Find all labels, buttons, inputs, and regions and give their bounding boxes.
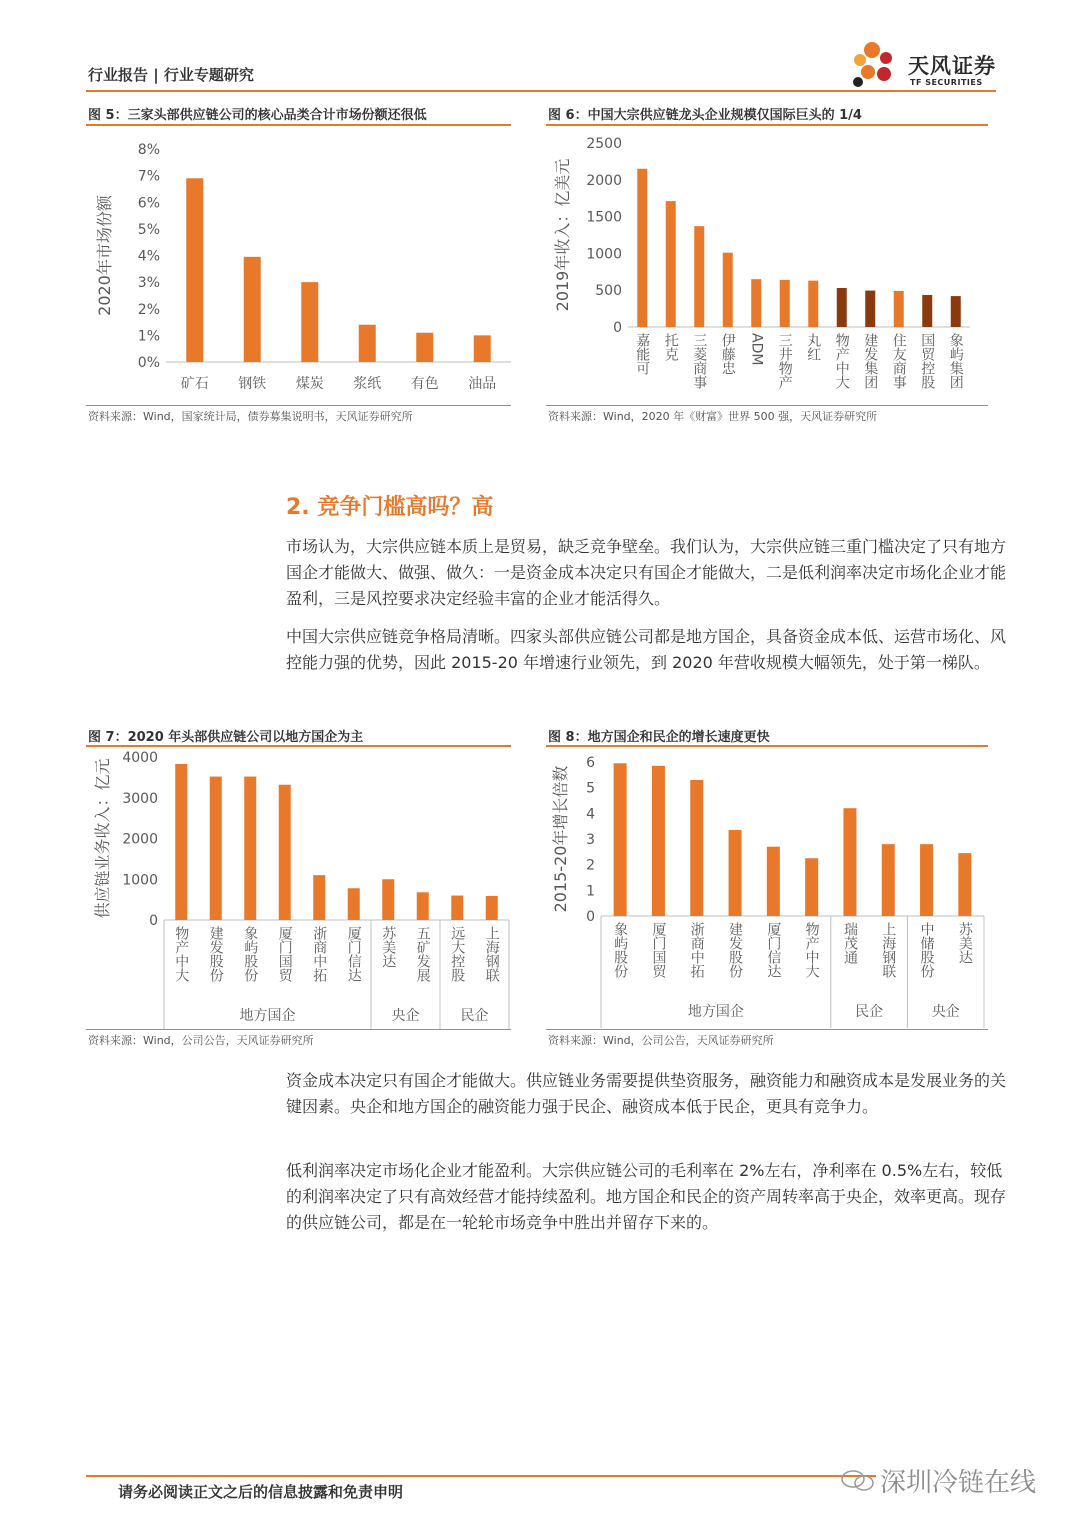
x-tick-label: 三井物产 — [776, 333, 793, 389]
y-tick-label: 2% — [137, 301, 160, 318]
x-tick-label: 象屿股份 — [612, 922, 629, 978]
figure-5-top-rule — [86, 124, 511, 126]
y-axis-title: 2020年市场份额 — [95, 195, 114, 316]
logo-flower-icon — [848, 38, 908, 90]
bar — [780, 280, 790, 327]
figure-5-bottom-rule — [86, 405, 511, 406]
y-tick-label: 4000 — [122, 750, 158, 766]
x-tick-label: 矿石 — [180, 376, 209, 392]
bar — [486, 896, 498, 920]
x-tick-label: 象屿股份 — [242, 926, 259, 982]
y-tick-label: 4 — [586, 806, 595, 823]
section-title: 2. 竞争门槛高吗？高 — [286, 495, 494, 520]
x-tick-label: 厦门国贸 — [650, 922, 667, 978]
figure-5-title: 图 5：三家头部供应链公司的核心品类合计市场份额还很低 — [88, 108, 427, 123]
bar — [894, 291, 904, 327]
bar — [637, 169, 647, 327]
y-tick-label: 8% — [137, 142, 160, 158]
bar — [690, 780, 703, 916]
bar — [920, 844, 933, 916]
figure-7-title: 图 7：2020 年头部供应链公司以地方国企为主 — [88, 730, 364, 745]
figure-8-title: 图 8：地方国企和民企的增长速度更快 — [548, 730, 770, 745]
bar — [416, 333, 433, 362]
logo-name: 天风证券 — [908, 54, 996, 78]
y-tick-label: 2000 — [122, 831, 158, 848]
bar — [837, 288, 847, 327]
x-tick-label: 物产中大 — [833, 333, 850, 389]
wechat-icon — [840, 1468, 876, 1492]
y-tick-label: 4% — [137, 248, 160, 265]
figure-8-bottom-rule — [546, 1029, 988, 1030]
y-tick-label: 2000 — [586, 172, 622, 189]
group-label: 地方国企 — [687, 1004, 744, 1020]
x-tick-label: 厦门信达 — [345, 926, 362, 982]
figure-8-source: 资料来源：Wind，公司公告，天风证券研究所 — [548, 1034, 774, 1047]
bar — [301, 282, 318, 362]
group-label: 民企 — [855, 1004, 884, 1020]
figure-5-chart — [86, 128, 511, 406]
y-axis-title: 2015-20年增长倍数 — [551, 765, 570, 913]
figure-6-bottom-rule — [546, 405, 988, 406]
logo-subtitle: TF SECURITIES — [910, 78, 983, 87]
bar — [451, 896, 463, 920]
bar — [210, 777, 222, 920]
y-tick-label: 1500 — [586, 209, 622, 226]
y-tick-label: 2 — [586, 857, 595, 874]
y-tick-label: 1000 — [122, 872, 158, 889]
bar — [723, 253, 733, 327]
x-tick-label: 苏美达 — [956, 922, 973, 964]
bar — [474, 335, 491, 362]
paragraph-4: 低利润率决定市场化企业才能盈利。大宗供应链公司的毛利率在 2%左右，净利率在 0.5%左右，较低的利润率决定了只有高效经营才能持续盈利。地方国企和民企的资产周转率高于央企，效率更高。现存的供应链公司，都是在一轮轮市场竞争中胜出并留存下来的。 — [286, 1161, 1007, 1232]
bar — [958, 853, 971, 916]
y-tick-label: 0 — [586, 909, 595, 925]
x-tick-label: 瑞茂通 — [841, 922, 858, 964]
x-tick-label: 丸红 — [805, 333, 822, 361]
x-tick-label: 浆纸 — [353, 376, 382, 392]
x-tick-label: 浙商中拓 — [311, 926, 328, 982]
bar — [652, 766, 665, 916]
group-label: 央企 — [931, 1004, 960, 1020]
bar — [751, 279, 761, 327]
bar — [313, 875, 325, 920]
bar — [614, 763, 627, 916]
bar — [279, 785, 291, 920]
y-tick-label: 1 — [586, 883, 595, 900]
group-label: 央企 — [391, 1008, 420, 1024]
y-tick-label: 3% — [137, 275, 160, 292]
bar — [382, 879, 394, 920]
figure-6-title: 图 6：中国大宗供应链龙头企业规模仅国际巨头的 1/4 — [548, 108, 862, 123]
x-tick-label: 物产中大 — [173, 926, 190, 982]
x-tick-label: 托克 — [662, 333, 679, 361]
report-type-label: 行业报告 | 行业专题研究 — [88, 66, 254, 84]
figure-8-top-rule — [546, 745, 988, 747]
y-tick-label: 500 — [595, 283, 622, 300]
bar — [186, 178, 203, 362]
footer-divider — [86, 1475, 876, 1477]
x-tick-label: 三菱商事 — [691, 333, 708, 389]
x-tick-label: 住友商事 — [890, 333, 907, 389]
figure-7-bottom-rule — [86, 1029, 511, 1030]
x-tick-label: 物产中大 — [803, 922, 820, 978]
bar — [417, 892, 429, 920]
x-tick-label: 象屿集团 — [947, 333, 964, 389]
y-tick-label: 0 — [149, 913, 158, 929]
paragraph-2: 中国大宗供应链竞争格局清晰。四家头部供应链公司都是地方国企，具备资金成本低、运营市场化、风控能力强的优势，因此 2015-20 年增速行业领先，到 2020 年营收规模大幅领先，处于第一梯队。 — [286, 627, 1007, 672]
watermark-text: 深圳冷链在线 — [880, 1468, 1037, 1498]
x-tick-label: 中储股份 — [918, 922, 935, 978]
y-tick-label: 3 — [586, 832, 595, 848]
group-label: 地方国企 — [239, 1008, 296, 1024]
x-tick-label: 建发股份 — [727, 922, 744, 978]
header-divider — [86, 90, 996, 92]
x-tick-label: 伊藤忠 — [719, 333, 736, 375]
figure-5-source: 资料来源：Wind，国家统计局，债券募集说明书，天风证券研究所 — [88, 410, 413, 423]
x-tick-label: 油品 — [468, 376, 497, 392]
figure-8-chart — [546, 748, 988, 1030]
x-tick-label: 煤炭 — [295, 376, 324, 392]
figure-6-chart — [546, 128, 988, 406]
x-tick-label: 有色 — [410, 376, 439, 392]
x-tick-label: 嘉能可 — [634, 333, 651, 375]
y-tick-label: 1% — [137, 328, 160, 345]
tf-securities-logo — [848, 38, 1008, 90]
x-tick-label: 浙商中拓 — [688, 922, 705, 978]
bar — [922, 295, 932, 327]
bar — [694, 226, 704, 327]
bar — [951, 296, 961, 327]
bar — [808, 281, 818, 327]
bar — [805, 858, 818, 916]
x-tick-label: 厦门信达 — [765, 922, 782, 978]
x-tick-label: 建发集团 — [862, 333, 879, 389]
y-tick-label: 6% — [137, 195, 160, 212]
y-tick-label: 5 — [586, 780, 595, 797]
x-tick-label: ADM — [748, 333, 765, 366]
x-tick-label: 国贸控股 — [919, 333, 936, 389]
y-tick-label: 0% — [137, 355, 160, 371]
y-tick-label: 7% — [137, 168, 160, 185]
bar — [359, 325, 376, 362]
y-axis-title: 2019年收入：亿美元 — [553, 158, 572, 312]
figure-7-top-rule — [86, 745, 511, 747]
bar — [666, 201, 676, 327]
figure-7-chart — [86, 748, 511, 1030]
bar — [843, 808, 856, 916]
x-tick-label: 上海钢联 — [483, 926, 500, 982]
y-tick-label: 3000 — [122, 790, 158, 807]
x-tick-label: 五矿发展 — [414, 926, 431, 982]
bar — [244, 257, 261, 362]
paragraph-3: 资金成本决定只有国企才能做大。供应链业务需要提供垫资服务，融资能力和融资成本是发展业务的关键因素。央企和地方国企的融资能力强于民企、融资成本低于民企，更具有竞争力。 — [286, 1071, 1007, 1116]
y-tick-label: 6 — [586, 755, 595, 771]
x-tick-label: 厦门国贸 — [276, 926, 293, 982]
x-tick-label: 上海钢联 — [880, 922, 897, 978]
x-tick-label: 苏美达 — [380, 926, 397, 968]
bar — [882, 844, 895, 916]
bar — [865, 291, 875, 327]
bar — [767, 847, 780, 916]
footer-disclaimer: 请务必阅读正文之后的信息披露和免责申明 — [118, 1483, 404, 1501]
x-tick-label: 建发股份 — [207, 926, 224, 982]
y-tick-label: 2500 — [586, 136, 622, 152]
y-tick-label: 1000 — [586, 246, 622, 263]
bar — [175, 764, 187, 920]
y-axis-title: 供应链业务收入：亿元 — [93, 758, 112, 919]
x-tick-label: 远大控股 — [449, 926, 466, 982]
figure-7-source: 资料来源：Wind，公司公告，天风证券研究所 — [88, 1034, 314, 1047]
figure-6-top-rule — [546, 124, 988, 126]
bar — [348, 888, 360, 920]
paragraph-1: 市场认为，大宗供应链本质上是贸易，缺乏竞争壁垒。我们认为，大宗供应链三重门槛决定了只有地方国企才能做大、做强、做久：一是资金成本决定只有国企才能做大，二是低利润率决定市场化企业才能盈利，三是风控要求决定经验丰富的企业才能活得久。 — [286, 537, 1007, 608]
y-tick-label: 0 — [613, 320, 622, 336]
bar — [244, 777, 256, 920]
x-tick-label: 钢铁 — [238, 376, 267, 392]
group-label: 民企 — [460, 1008, 489, 1024]
bar — [729, 830, 742, 916]
figure-6-source: 资料来源：Wind，2020 年《财富》世界 500 强，天风证券研究所 — [548, 410, 878, 423]
y-tick-label: 5% — [137, 221, 160, 238]
